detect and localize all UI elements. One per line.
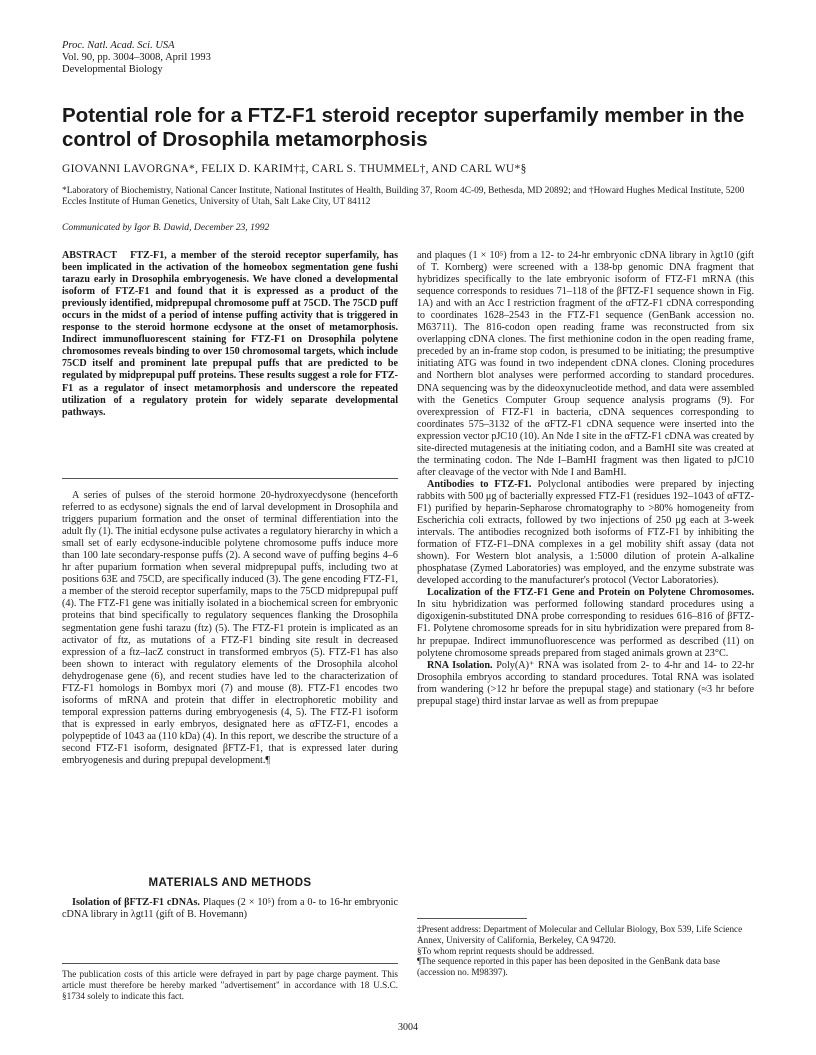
journal-section: Developmental Biology (62, 64, 163, 75)
communicated-by: Communicated by Igor B. Dawid, December 23, 1992 (62, 222, 270, 233)
isolation-text: Plaques (2 × 10⁵) from a 0- to 16-hr embryonic cDNA library in λgt11 (gift of B. Hovemann) (62, 897, 398, 921)
article-title: Potential role for a FTZ-F1 steroid receptor superfamily member in the control of Drosophila metamorphosis (62, 104, 745, 151)
cost-divider (62, 963, 398, 964)
publication-cost-note: The publication costs of this article were defrayed in part by page charge payment. This article must therefore be hereby marked "advertisement" in accordance with 18 U.S.C. §1734 solely to indicate this fact. (62, 969, 398, 1001)
localization-text: In situ hybridization was performed following standard procedures using a digoxigenin-substituted DNA probe corresponding to residues 616–816 of βFTZ-F1. Polytene chromosome spreads for in situ hybridization were prepared from 8-hr prepupae. Indirect immunofluorescence was performed as described (11) on polytene chromosome spreads prepared from staged animals grown at 23°C. (417, 599, 754, 659)
intro-paragraph: A series of pulses of the steroid hormone 20-hydroxyecdysone (henceforth referred to as ecdysone) signals the end of larval development in Drosophila and triggers puparium formation and the onset of terminal differentiation into the adult fly (1). The initial ecdysone pulse activates a regulatory hierarchy in which a small set of early ecdysone-inducible polytene chromosome puffs induce more than 100 late secondary-response puffs (2). A second wave of puffing begins 4–6 hr after puparium formation when several midprepupal puffs, including two at positions 63E and 75CD, are specifically induced (3). The gene encoding FTZ-F1, a member of the steroid receptor superfamily, maps to the 75CD midprepupal puff (4). The FTZ-F1 gene was initially isolated in a biochemical screen for embryonic proteins that bind specifically to regulatory sequences flanking the Drosophila segmentation gene fushi tarazu (ftz) (5). The FTZ-F1 protein is implicated as an activator of ftz, as mutations of a FTZ-F1 binding site result in decreased expression of a ftz–lacZ construct in transformed embryos (5). FTZ-F1 has also been shown to interact with regulatory elements of the Drosophila alcohol dehydrogenase gene (6), and recent studies have led to the characterization of FTZ-F1 homologs in Bombyx mori (7) and mouse (8). FTZ-F1 encodes two isoforms of mRNA and protein that differ in electrophoretic mobility and temporal expression patterns during embryogenesis (4, 5). The FTZ-F1 isoform that is expressed in early embryos, designated here as αFTZ-F1, encodes a polypeptide of 1043 aa (110 kDa) (4). In this report, we describe the structure of a second FTZ-F1 isoform, designated βFTZ-F1, that is expressed later during embryogenesis and during prepupal development.¶ (62, 490, 398, 767)
affiliations: *Laboratory of Biochemistry, National Cancer Institute, National Institutes of Health, Building 37, Room 4C-09, Bethesda, MD 20892; and †Howard Hughes Medical Institute, 5200 Eccles Institute of Human Genetics, University of Utah, Salt Lake City, UT 84112 (62, 186, 745, 207)
abstract-text: FTZ-F1, a member of the steroid receptor superfamily, has been implicated in the activation of the homeobox segmentation gene fushi tarazu early in Drosophila embryogenesis. We have cloned a developmental isoform of FTZ-F1 and found that it is expressed as a product of the previously identified, midprepupal chromosome puff at 75CD. The 75CD puff occurs in the midst of a period of intense puffing activity that is triggered in response to the steroid hormone ecdysone at the onset of metamorphosis. Indirect immunofluorescent staining for FTZ-F1 on Drosophila polytene chromosomes reveals binding to over 150 chromosomal targets, which include 75CD itself and prominent late prepupal puffs that are predicted to be regulated by midprepupal puff proteins. These results suggest a role for FTZ-F1 as a regulator of insect metamorphosis and underscore the repeated utilization of a regulatory protein for widely separate developmental pathways. (62, 250, 399, 418)
footnote-reprints: §To whom reprint requests should be addressed. (417, 945, 595, 956)
abstract (62, 250, 398, 419)
localization-heading: Localization of the FTZ-F1 Gene and Protein on Polytene Chromosomes. (427, 587, 754, 599)
methods-paragraph-4 (417, 660, 754, 708)
abstract-divider (62, 478, 398, 479)
page-number: 3004 (398, 1022, 418, 1033)
footnote-present-address: ‡Present address: Department of Molecular and Cellular Biology, Box 539, Life Science Annex, University of California, Berkeley, CA 94720. (417, 924, 743, 945)
footnotes (417, 924, 754, 978)
antibodies-text: Polyclonal antibodies were prepared by injecting rabbits with 500 μg of bacterially expressed FTZ-F1 (residues 192–1043 of αFTZ-F1) purified by heparin-Sepharose chromatography to >80% homogeneity from Escherichia coli extracts, followed by two injections of 250 μg each at 3-week intervals. The antibodies recognized both isoforms of FTZ-F1 by inhibiting the formation of FTZ-F1–DNA complexes in a gel mobility shift assay (data not shown). For Western blot analysis, a 1:5000 dilution of protein A-alkaline phosphatase (Zymed Laboratories) was employed, and the enzyme substrate was developed according to the manufacturer's protocol (Vector Laboratories). (417, 478, 754, 587)
methods-paragraph-1: and plaques (1 × 10⁵) from a 12- to 24-hr embryonic cDNA library in λgt10 (gift of T. Kornberg) were screened with a 138-bp genomic DNA fragment that hybridizes specifically to the late embryonic isoform of FTZ-F1 mRNA (this sequence corresponds to residues 71–118 of the βFTZ-F1 sequence shown in Fig. 1A) and with an Acc I restriction fragment of the αFTZ-F1 cDNA corresponding to coordinates 1628–2543 in the FTZ-F1 sequence (GenBank accession no. M63711). The 816-codon open reading frame was reconstructed from six overlapping cDNA clones. The first methionine codon in the open reading frame, preceded by an in-frame stop codon, is presumed to be initiating; the presumptive initiating ATG was found in two independent cDNA clones. Cloning procedures and Northern blot analyses were performed according to standard procedures. DNA sequencing was by the dideoxynucleotide method, and data were assembled with the Genetics Computer Group sequence analysis programs (9). For overexpression of FTZ-F1 in bacteria, cDNA sequences corresponding to coordinates 575–3132 of the αFTZ-F1 cDNA sequence were inserted into the expression vector pJC10 (10). An Nde I site in the αFTZ-F1 cDNA was created by site-directed mutagenesis at the initiating codon, and a BamHI site was created at the terminating codon. The Nde I–BamHI fragment was then ligated to pJC10 after cleavage of the vector with Nde I and BamHI. (417, 250, 754, 478)
abstract-label: ABSTRACT (62, 250, 117, 261)
journal-name: Proc. Natl. Acad. Sci. USA (62, 40, 175, 51)
antibodies-heading: Antibodies to FTZ-F1. (427, 478, 532, 490)
introduction (62, 490, 398, 767)
methods-heading: MATERIALS AND METHODS (148, 877, 312, 889)
journal-volume: Vol. 90, pp. 3004–3008, April 1993 (62, 52, 211, 63)
rna-text: Poly(A)⁺ RNA was isolated from 2- to 4-hr and 14- to 22-hr Drosophila embryos according to standard procedures. Total RNA was isolated from wandering (>12 hr before the prepupal stage) and stationary (≈3 hr before prepupal stage) third instar larvae as well as from prepupae (417, 659, 754, 707)
methods-paragraph-2 (417, 479, 754, 587)
methods-paragraph-3 (417, 587, 754, 659)
footnote-divider (417, 918, 527, 919)
rna-heading: RNA Isolation. (427, 659, 493, 671)
isolation-heading: Isolation of βFTZ-F1 cDNAs. (72, 897, 200, 908)
isolation-paragraph (62, 897, 398, 921)
journal-header (62, 40, 211, 76)
footnote-genbank: ¶The sequence reported in this paper has been deposited in the GenBank data base (accession no. M98397). (417, 956, 720, 978)
right-column (417, 250, 754, 708)
author-list: GIOVANNI LAVORGNA*, FELIX D. KARIM†‡, CARL S. THUMMEL†, AND CARL WU*§ (62, 163, 527, 175)
